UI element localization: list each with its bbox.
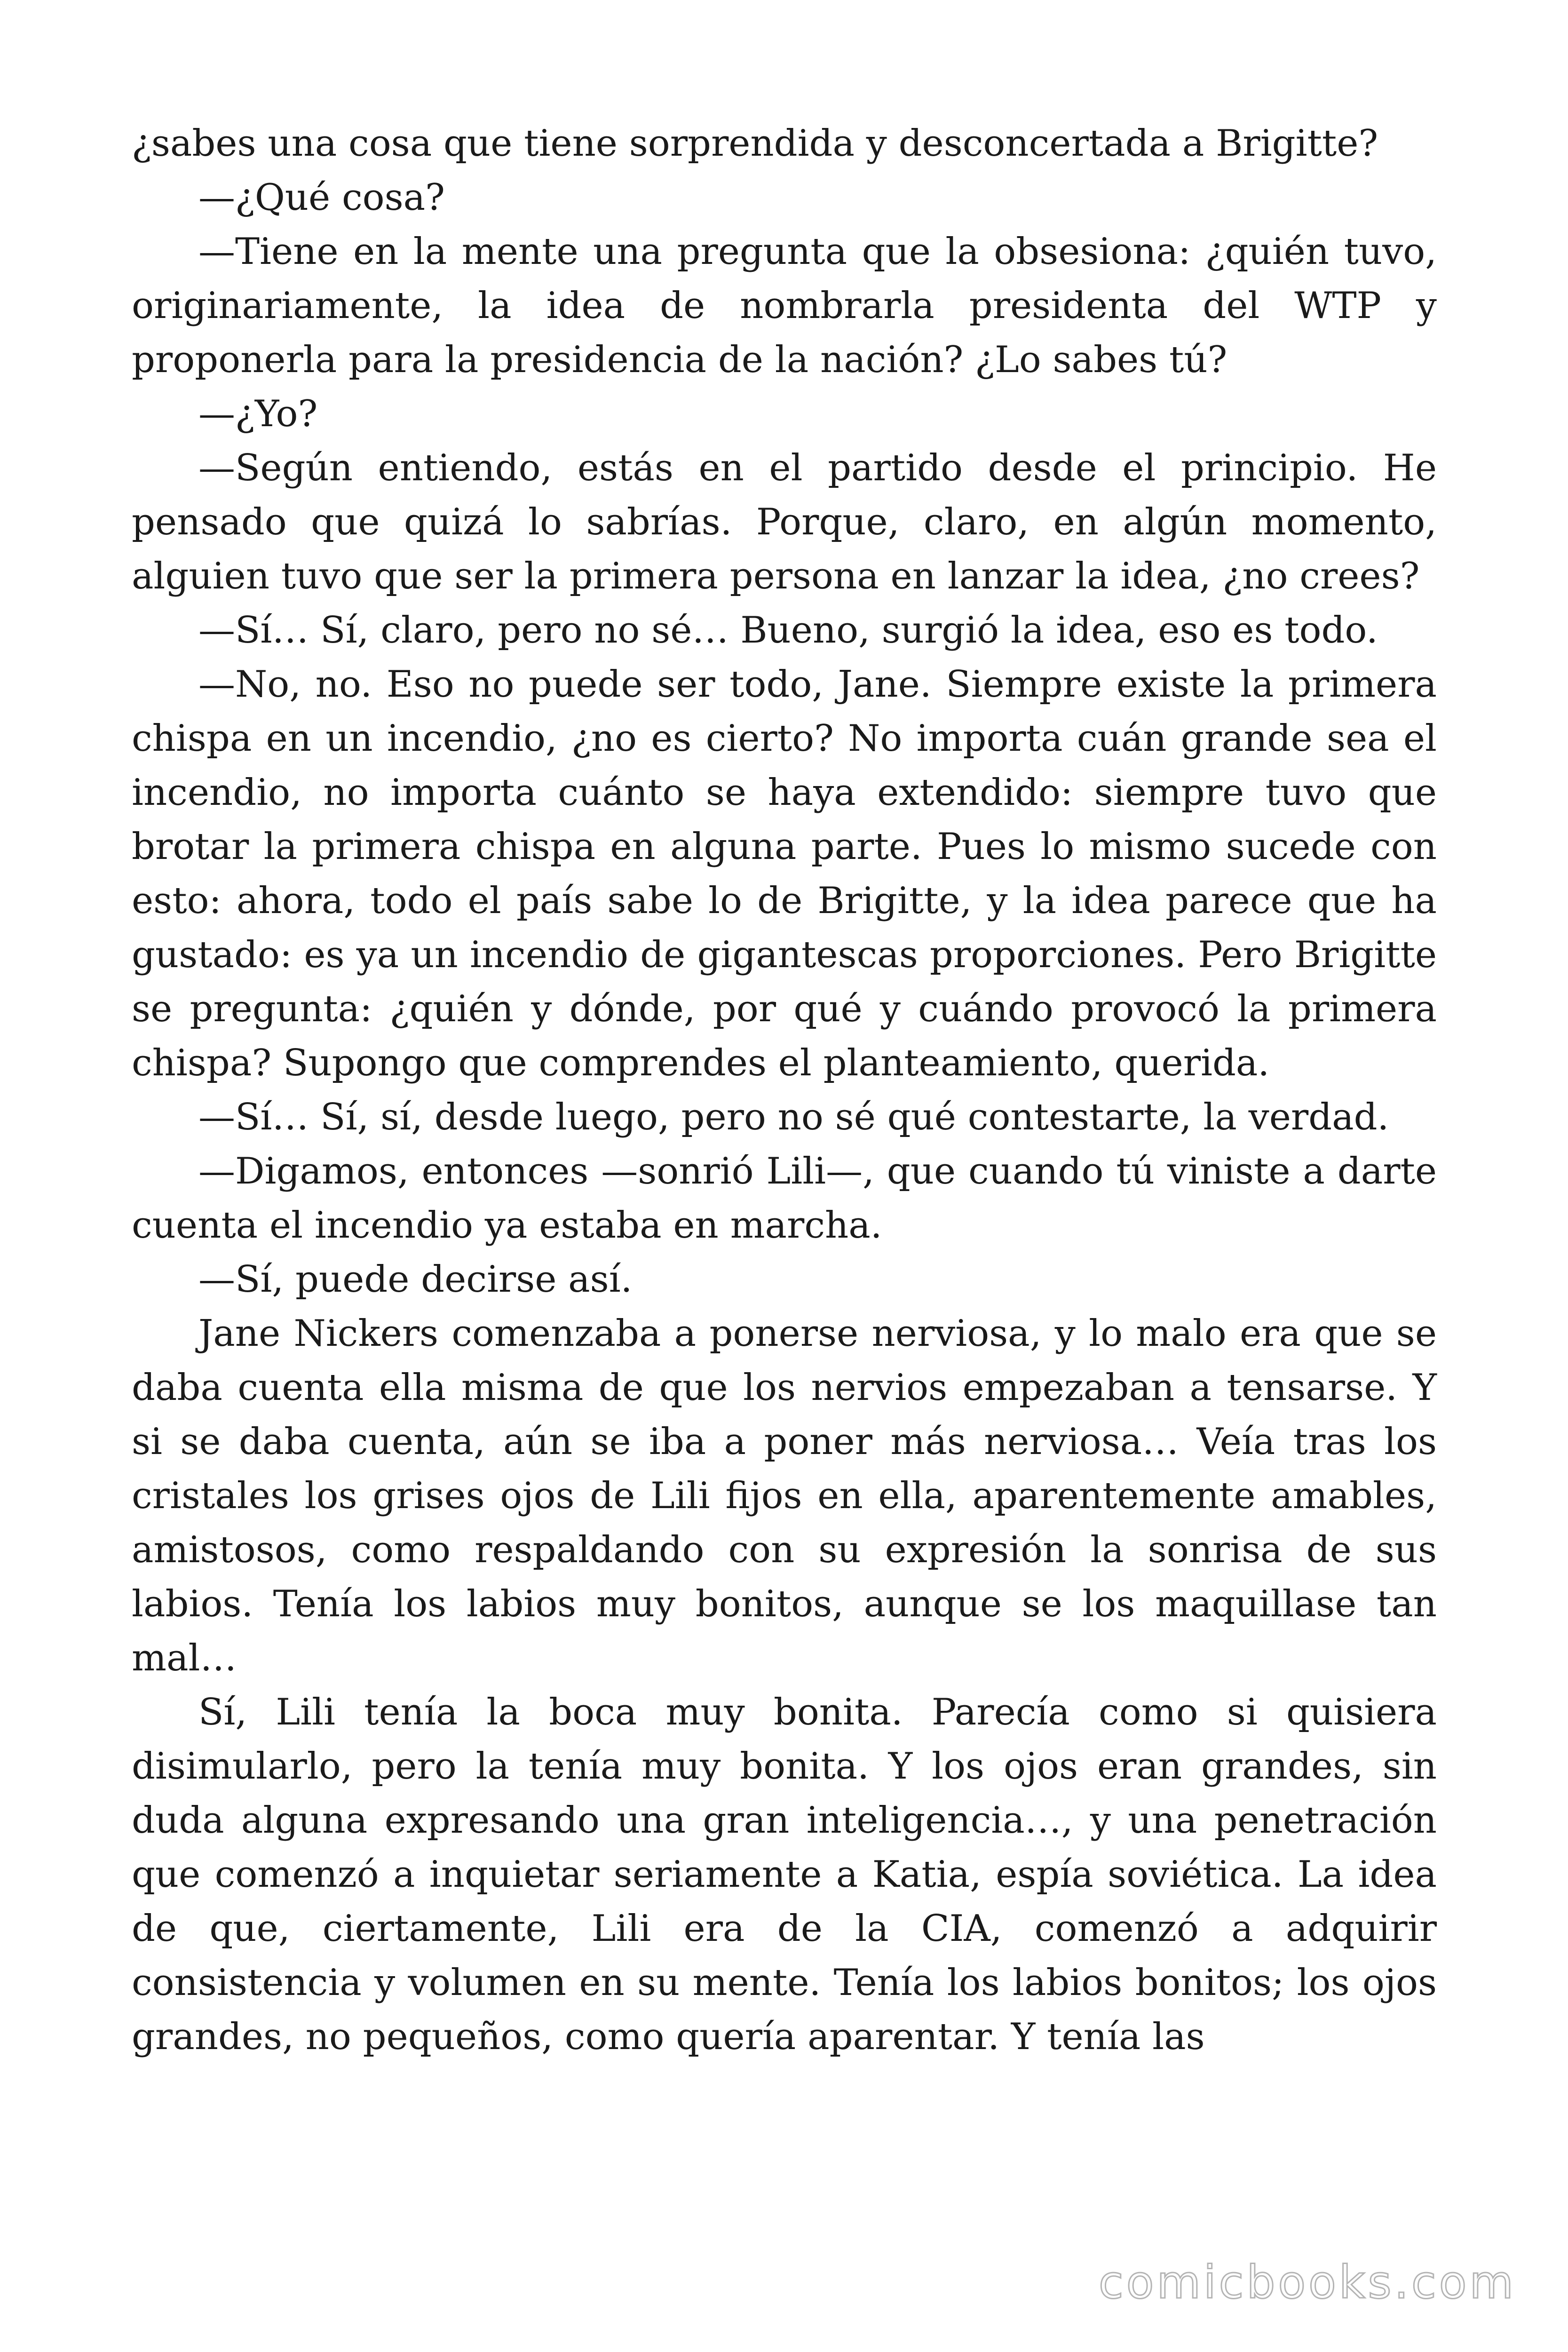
paragraph: —Sí… Sí, sí, desde luego, pero no sé qué contestarte, la verdad.: [198, 1096, 1389, 1138]
paragraph: —Sí… Sí, claro, pero no sé… Bueno, surgió la idea, eso es todo.: [198, 609, 1378, 652]
paragraph: Jane Nickers comenzaba a ponerse nerviosa, y lo malo era que se daba cuenta ella misma de que los nervios empezaban a tensarse. Y si se daba cuenta, aún se iba a poner más nerviosa… Veía tras los cristales los grises ojos de Lili fijos en ella, aparentemente amables, amistosos, como respaldando con su expresión la sonrisa de sus labios. Tenía los labios muy bonitos, aunque se los maquillase tan mal…: [132, 1312, 1437, 1679]
paragraph: ¿sabes una cosa que tiene sorprendida y desconcertada a Brigitte?: [132, 122, 1378, 165]
paragraph: —¿Yo?: [198, 393, 318, 435]
paragraph: —Según entiendo, estás en el partido desde el principio. He pensado que quizá lo sabrías. Porque, claro, en algún momento, alguien tuvo que ser la primera persona en lanzar la idea, ¿no crees?: [132, 447, 1437, 597]
paragraph: Sí, Lili tenía la boca muy bonita. Parecía como si quisiera disimularlo, pero la tenía muy bonita. Y los ojos eran grandes, sin duda alguna expresando una gran inteligencia…, y una penetración que comenzó a inquietar seriamente a Katia, espía soviética. La idea de que, ciertamente, Lili era de la CIA, comenzó a adquirir consistencia y volumen en su mente. Tenía los labios bonitos; los ojos grandes, no pequeños, como quería aparentar. Y tenía las: [132, 1691, 1437, 2058]
paragraph: —Sí, puede decirse así.: [198, 1258, 633, 1301]
paragraph: —Tiene en la mente una pregunta que la obsesiona: ¿quién tuvo, originariamente, la idea de nombrarla presidenta del WTP y proponerla para la presidencia de la nación? ¿Lo sabes tú?: [132, 230, 1437, 381]
page-text: [132, 117, 1437, 2064]
paragraph: —Digamos, entonces —sonrió Lili—, que cuando tú viniste a darte cuenta el incendio ya estaba en marcha.: [132, 1150, 1437, 1247]
watermark: comicbooks.com: [1098, 2256, 1516, 2309]
paragraph: —¿Qué cosa?: [198, 176, 445, 219]
paragraph: —No, no. Eso no puede ser todo, Jane. Siempre existe la primera chispa en un incendio, ¿no es cierto? No importa cuán grande sea el incendio, no importa cuánto se haya extendido: siempre tuvo que brotar la primera chispa en alguna parte. Pues lo mismo sucede con esto: ahora, todo el país sabe lo de Brigitte, y la idea parece que ha gustado: es ya un incendio de gigantescas proporciones. Pero Brigitte se pregunta: ¿quién y dónde, por qué y cuándo provocó la primera chispa? Supongo que comprendes el planteamiento, querida.: [132, 663, 1437, 1084]
